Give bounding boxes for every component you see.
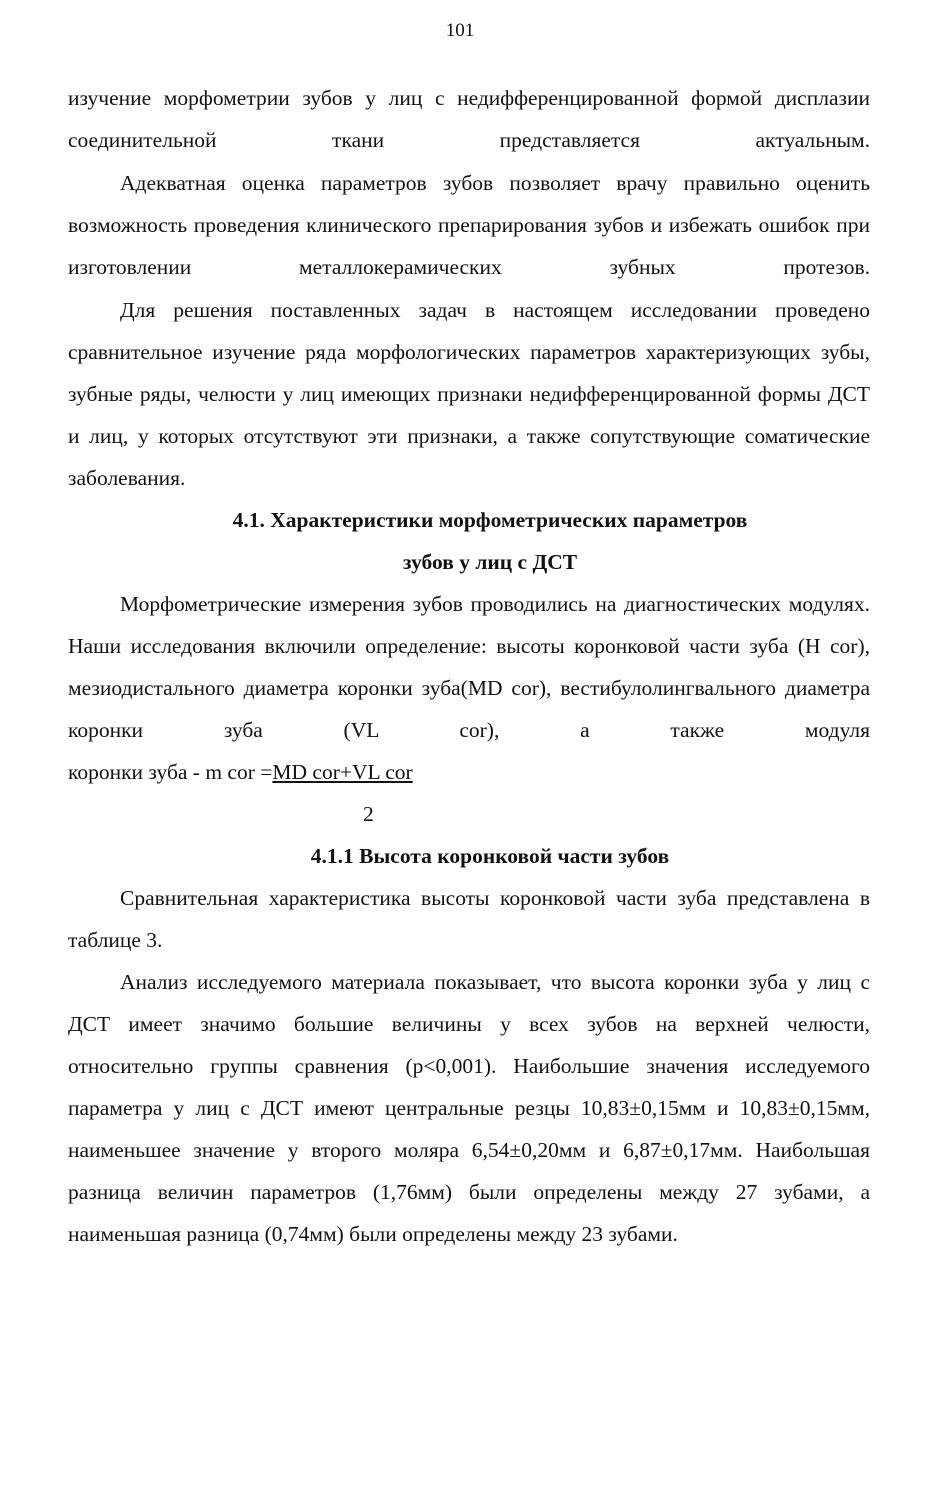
paragraph-comparative-characteristic: Сравнительная характеристика высоты коронковой части зуба представлена в таблице 3. xyxy=(68,886,870,952)
paragraph-intro-continuation: изучение морфометрии зубов у лиц с недифференцированной формой дисплазии соединительной ткани представляется актуальным. xyxy=(68,86,870,152)
formula-line xyxy=(68,751,870,793)
section-heading-line2: зубов у лиц с ДСТ xyxy=(402,550,578,574)
page-number: 101 xyxy=(445,20,475,41)
paragraph-measurements: Морфометрические измерения зубов проводились на диагностических модулях. Наши исследования включили определение: высоты коронковой части зуба (H cor), мезиодистального диаметра коронки зуба(MD cor), вестибулолингвального диаметра коронки зуба (VL cor), а также модуля xyxy=(68,592,870,742)
section-heading-line1: 4.1. Характеристики морфометрических параметров xyxy=(232,508,748,532)
paragraph-adequate-assessment: Адекватная оценка параметров зубов позволяет врачу правильно оценить возможность проведения клинического препарирования зубов и избежать ошибок при изготовлении металлокерамических зубных протезов. xyxy=(68,171,870,279)
formula-prefix: коронки зуба - m cor = xyxy=(68,760,273,784)
subsection-heading: 4.1.1 Высота коронковой части зубов xyxy=(310,844,670,868)
formula-denominator: 2 xyxy=(363,802,374,826)
formula-numerator: MD cor+VL cor xyxy=(272,760,413,784)
paragraph-analysis: Анализ исследуемого материала показывает, что высота коронки зуба у лиц с ДСТ имеет значимо большие величины у всех зубов на верхней челюсти, относительно группы сравнения (p<0,001). Наибольшие значения исследуемого параметра у лиц с ДСТ имеют центральные резцы 10,83±0,15мм и 10,83±0,15мм, наименьшее значение у второго моляра 6,54±0,20мм и 6,87±0,17мм. Наибольшая разница величин параметров (1,76мм) были определены между 27 зубами, а наименьшая разница (0,74мм) были определены между 23 зубами. xyxy=(68,970,870,1246)
paragraph-study-tasks: Для решения поставленных задач в настоящем исследовании проведено сравнительное изучение ряда морфологических параметров характеризующих зубы, зубные ряды, челюсти у лиц имеющих признаки недифференцированной формы ДСТ и лиц, у которых отсутствуют эти признаки, а также сопутствующие соматические заболевания. xyxy=(68,298,870,490)
